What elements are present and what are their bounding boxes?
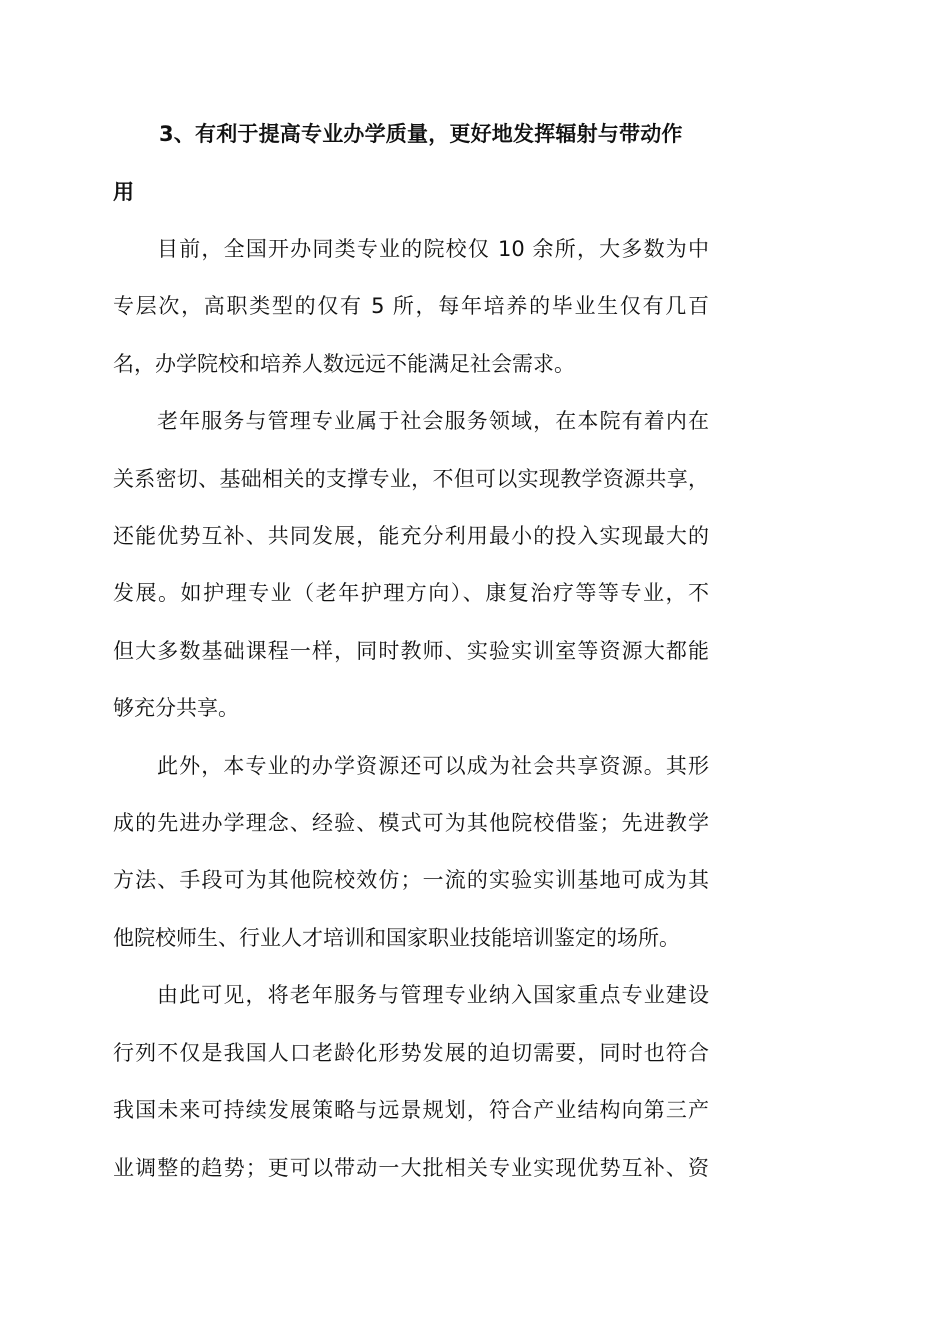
paragraph-line: 专层次，高职类型的仅有 5 所，每年培养的毕业生仅有几百 (113, 294, 709, 319)
section-heading-line-2: 用 (113, 180, 135, 204)
paragraph-line: 行列不仅是我国人口老龄化形势发展的迫切需要，同时也符合 (113, 1040, 709, 1065)
document-body (113, 105, 709, 1197)
paragraph-line: 成的先进办学理念、经验、模式可为其他院校借鉴；先进教学 (113, 811, 709, 836)
paragraph-1 (113, 221, 709, 393)
paragraph-4 (113, 967, 709, 1197)
paragraph-line: 他院校师生、行业人才培训和国家职业技能培训鉴定的场所。 (113, 925, 680, 950)
paragraph-line: 还能优势互补、共同发展，能充分利用最小的投入实现最大的 (113, 524, 709, 549)
paragraph-line: 但大多数基础课程一样，同时教师、实验实训室等资源大都能 (113, 638, 709, 663)
paragraph-line: 方法、手段可为其他院校效仿；一流的实验实训基地可成为其 (113, 868, 709, 893)
paragraph-line: 关系密切、基础相关的支撑专业，不但可以实现教学资源共享， (113, 466, 709, 491)
paragraph-line: 名，办学院校和培养人数远远不能满足社会需求。 (113, 351, 575, 376)
paragraph-line: 发展。如护理专业（老年护理方向）、康复治疗等等专业，不 (113, 581, 709, 606)
paragraph-line: 老年服务与管理专业属于社会服务领域，在本院有着内在 (157, 409, 709, 434)
paragraph-line: 我国未来可持续发展策略与远景规划，符合产业结构向第三产 (113, 1098, 709, 1123)
section-heading (113, 105, 709, 221)
paragraph-line: 目前，全国开办同类专业的院校仅 10 余所，大多数为中 (157, 237, 709, 261)
paragraph-line: 此外，本专业的办学资源还可以成为社会共享资源。其形 (157, 753, 709, 778)
paragraph-line: 够充分共享。 (113, 696, 239, 721)
paragraph-3 (113, 738, 709, 968)
paragraph-line: 业调整的趋势；更可以带动一大批相关专业实现优势互补、资 (113, 1155, 709, 1180)
paragraph-line: 由此可见，将老年服务与管理专业纳入国家重点专业建设 (157, 983, 709, 1008)
paragraph-2 (113, 393, 709, 737)
section-heading-line-1: 3、有利于提高专业办学质量，更好地发挥辐射与带动作 (159, 122, 683, 146)
